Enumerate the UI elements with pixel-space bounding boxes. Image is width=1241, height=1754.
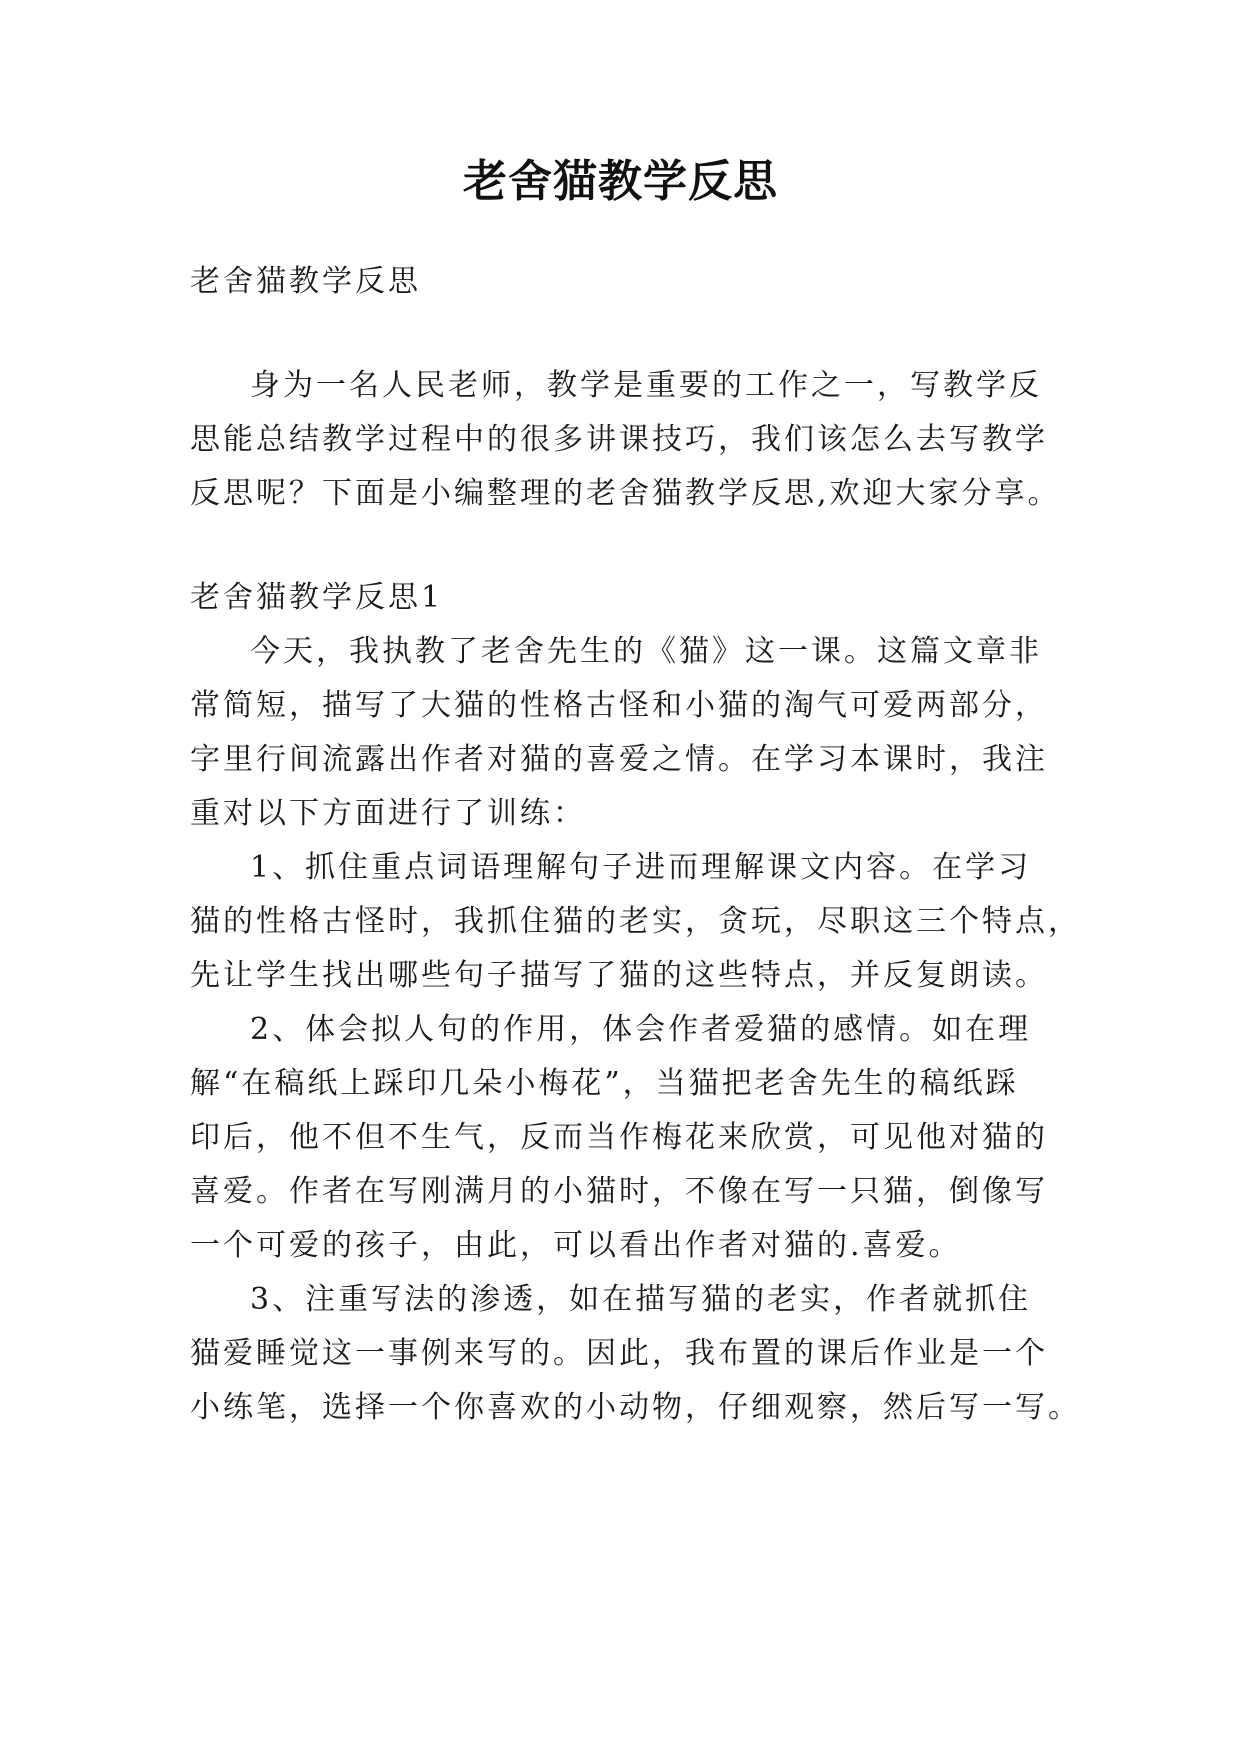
body-line: 字里行间流露出作者对猫的喜爱之情。在学习本课时，我注 xyxy=(190,742,1048,777)
section-heading: 老舍猫教学反思1 xyxy=(190,580,444,615)
body-line: 今天，我执教了老舍先生的《猫》这一课。这篇文章非 xyxy=(250,634,1042,669)
body-line: 印后，他不但不生气，反而当作梅花来欣赏，可见他对猫的 xyxy=(190,1120,1048,1155)
intro-line: 思能总结教学过程中的很多讲课技巧，我们该怎么去写教学 xyxy=(190,422,1048,457)
body-line: 重对以下方面进行了训练： xyxy=(190,796,586,831)
body-line: 1、抓住重点词语理解句子进而理解课文内容。在学习 xyxy=(250,850,1032,885)
body-line: 常简短，描写了大猫的性格古怪和小猫的淘气可爱两部分， xyxy=(190,688,1048,723)
body-line: 小练笔，选择一个你喜欢的小动物，仔细观察，然后写一写。 xyxy=(190,1390,1081,1425)
body-line: 猫爱睡觉这一事例来写的。因此，我布置的课后作业是一个 xyxy=(190,1336,1048,1371)
document-subtitle: 老舍猫教学反思 xyxy=(190,264,421,299)
intro-line: 反思呢？下面是小编整理的老舍猫教学反思,欢迎大家分享。 xyxy=(190,476,1061,511)
body-line: 喜爱。作者在写刚满月的小猫时，不像在写一只猫，倒像写 xyxy=(190,1174,1048,1209)
body-line: 2、体会拟人句的作用，体会作者爱猫的感情。如在理 xyxy=(250,1012,1032,1047)
intro-line: 身为一名人民老师，教学是重要的工作之一，写教学反 xyxy=(250,368,1042,403)
body-line: 3、注重写法的渗透，如在描写猫的老实，作者就抓住 xyxy=(250,1282,1032,1317)
body-line: 猫的性格古怪时，我抓住猫的老实，贪玩，尽职这三个特点， xyxy=(190,904,1081,939)
document-title: 老舍猫教学反思 xyxy=(463,156,778,207)
body-line: 先让学生找出哪些句子描写了猫的这些特点，并反复朗读。 xyxy=(190,958,1048,993)
body-line: 解“在稿纸上踩印几朵小梅花”，当猫把老舍先生的稿纸踩 xyxy=(190,1066,1019,1101)
body-line: 一个可爱的孩子，由此，可以看出作者对猫的.喜爱。 xyxy=(190,1228,962,1263)
